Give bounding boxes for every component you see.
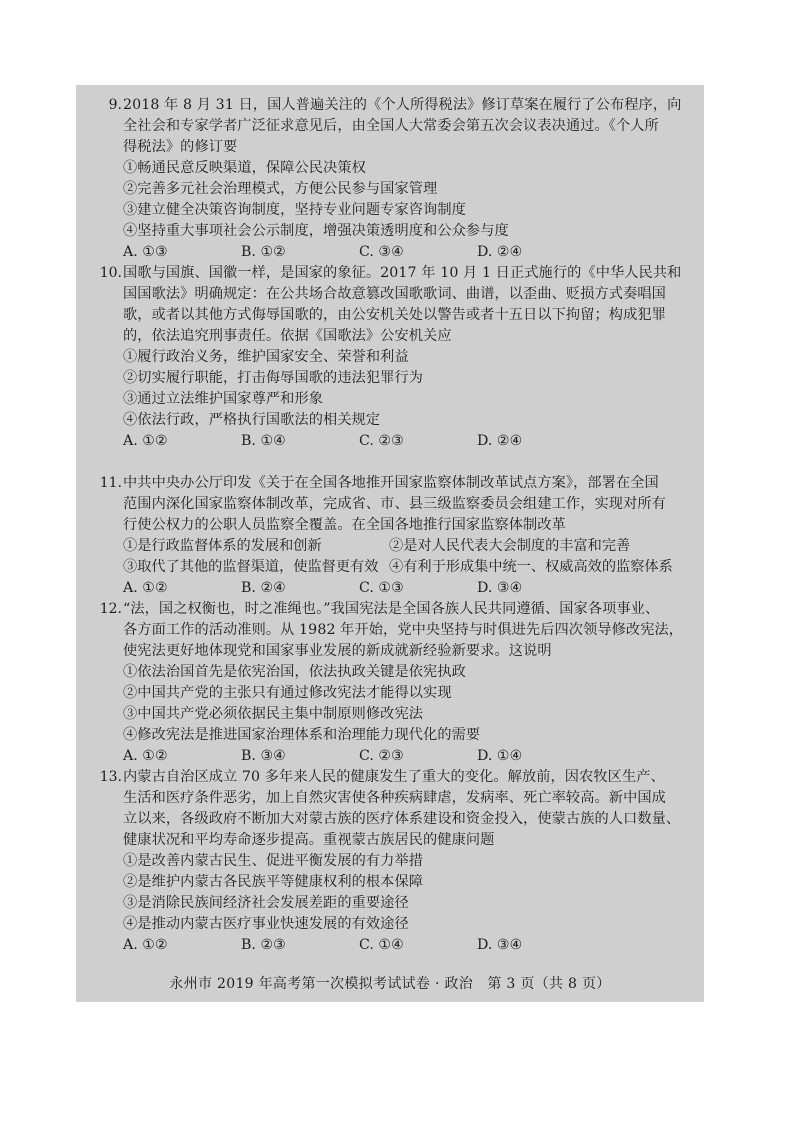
- question-number: 12.: [99, 601, 122, 617]
- question-9: [76, 95, 704, 263]
- statement-2: ②是对人民代表大会制度的丰富和完善: [389, 538, 631, 554]
- statement-4: ④是推动内蒙古医疗事业快速发展的有效途径: [123, 916, 409, 932]
- option-a: A. ①③: [123, 244, 168, 260]
- option-c: C. ①④: [359, 937, 404, 953]
- option-a: A. ①②: [123, 580, 168, 596]
- stem-line: 的，依法追究刑事责任。依据《国歌法》公安机关应: [123, 328, 452, 344]
- question-number: 13.: [99, 769, 122, 785]
- question-11: [76, 473, 704, 599]
- stem-line: 全社会和专家学者广泛征求意见后，由全国人大常委会第五次会议表决通过。《个人所: [123, 118, 659, 134]
- question-number: 11.: [99, 475, 122, 491]
- option-b: B. ②④: [241, 580, 286, 596]
- question-number: 10.: [99, 265, 122, 281]
- option-a: A. ①②: [123, 433, 168, 449]
- question-13: [76, 767, 704, 977]
- option-d: D. ①④: [477, 748, 523, 764]
- stem-line: 行使公权力的公职人员监察全覆盖。在全国各地推行国家监察体制改革: [123, 517, 566, 533]
- statement-2: ②中国共产党的主张只有通过修改宪法才能得以实现: [123, 685, 452, 701]
- option-b: B. ①④: [241, 433, 286, 449]
- statement-4: ④修改宪法是推进国家治理体系和治理能力现代化的需要: [123, 727, 481, 743]
- statement-1: ①畅通民意反映渠道，保障公民决策权: [123, 160, 366, 176]
- stem-line: 立以来，各级政府不断加大对蒙古族的医疗体系建设和资金投入，使蒙古族的人口数量、: [123, 811, 681, 827]
- stem-line: “法，国之权衡也，时之准绳也。”我国宪法是全国各族人民共同遵循、国家各项事业、: [123, 601, 660, 617]
- option-c: C. ②③: [359, 748, 404, 764]
- statement-2: ②是维护内蒙古各民族平等健康权利的根本保障: [123, 874, 424, 890]
- statement-3: ③中国共产党必须依据民主集中制原则修改宪法: [123, 706, 424, 722]
- option-d: D. ②④: [477, 433, 523, 449]
- statement-1: ①履行政治义务，维护国家安全、荣誉和利益: [123, 349, 409, 365]
- option-d: D. ③④: [477, 580, 523, 596]
- stem-line: 使宪法更好地体现党和国家事业发展的新成就新经验新要求。这说明: [123, 643, 552, 659]
- option-d: D. ②④: [477, 244, 523, 260]
- option-b: B. ①②: [241, 244, 286, 260]
- option-d: D. ③④: [477, 937, 523, 953]
- stem-line: 各方面工作的活动准则。从 1982 年开始，党中央坚持与时俱进先后四次领导修改宪法，: [123, 622, 684, 638]
- option-c: C. ②③: [359, 433, 404, 449]
- statement-3: ③是消除民族间经济社会发展差距的重要途径: [123, 895, 409, 911]
- answer-options: [123, 431, 692, 452]
- stem-line: 中共中央办公厅印发《关于在全国各地推开国家监察体制改革试点方案》，部署在全国: [123, 475, 659, 491]
- statement-4: ④坚持重大事项社会公示制度，增强决策透明度和公众参与度: [123, 223, 509, 239]
- answer-options: [123, 746, 692, 767]
- stem-line: 国歌与国旗、国徽一样，是国家的象征。2017 年 10 月 1 日正式施行的《中华人民共和: [123, 265, 682, 281]
- stem-line: 生活和医疗条件恶劣，加上自然灾害使各种疾病肆虐，发病率、死亡率较高。新中国成: [123, 790, 666, 806]
- stem-line: 范围内深化国家监察体制改革，完成省、市、县三级监察委员会组建工作，实现对所有: [123, 496, 666, 512]
- exam-page: [76, 85, 704, 1002]
- statement-2: ②切实履行职能，打击侮辱国歌的违法犯罪行为: [123, 370, 424, 386]
- statement-row: [123, 557, 692, 578]
- question-list: [76, 95, 704, 977]
- stem-line: 健康状况和平均寿命逐步提高。重视蒙古族居民的健康问题: [123, 832, 495, 848]
- statement-4: ④依法行政，严格执行国歌法的相关规定: [123, 412, 381, 428]
- page-footer: 永州市 2019 年高考第一次模拟考试试卷 · 政治 第 3 页（共 8 页）: [169, 976, 611, 992]
- statement-3: ③通过立法维护国家尊严和形象: [123, 391, 324, 407]
- stem-line: 歌，或者以其他方式侮辱国歌的，由公安机关处以警告或者十五日以下拘留；构成犯罪: [123, 307, 666, 323]
- question-number: 9.: [108, 97, 122, 113]
- statement-2: ②完善多元社会治理模式，方便公民参与国家管理: [123, 181, 438, 197]
- stem-line: 国国歌法》明确规定：在公共场合故意篡改国歌歌词、曲谱，以歪曲、贬损方式奏唱国: [123, 286, 666, 302]
- stem-line: 内蒙古自治区成立 70 多年来人民的健康发生了重大的变化。解放前，因农牧区生产、: [123, 769, 665, 785]
- option-a: A. ①②: [123, 937, 168, 953]
- statement-row: [123, 536, 692, 557]
- option-b: B. ②③: [241, 937, 286, 953]
- question-10: [76, 263, 704, 473]
- statement-3: ③建立健全决策咨询制度，坚持专业问题专家咨询制度: [123, 202, 466, 218]
- answer-options: [123, 578, 692, 599]
- stem-line: 得税法》的修订要: [123, 139, 238, 155]
- statement-4: ④有利于形成集中统一、权威高效的监察体系: [389, 559, 673, 575]
- statement-3: ③取代了其他的监督渠道，使监督更有效: [123, 559, 379, 575]
- answer-options: [123, 242, 692, 263]
- answer-options: [123, 935, 692, 956]
- option-b: B. ③④: [241, 748, 286, 764]
- question-12: [76, 599, 704, 767]
- option-c: C. ①③: [359, 580, 404, 596]
- statement-1: ①依法治国首先是依宪治国，依法执政关键是依宪执政: [123, 664, 466, 680]
- option-c: C. ③④: [359, 244, 404, 260]
- option-a: A. ①②: [123, 748, 168, 764]
- stem-line: 2018 年 8 月 31 日，国人普遍关注的《个人所得税法》修订草案在履行了公布程序，向: [123, 97, 682, 113]
- statement-1: ①是改善内蒙古民生、促进平衡发展的有力举措: [123, 853, 424, 869]
- statement-1: ①是行政监督体系的发展和创新: [123, 538, 322, 554]
